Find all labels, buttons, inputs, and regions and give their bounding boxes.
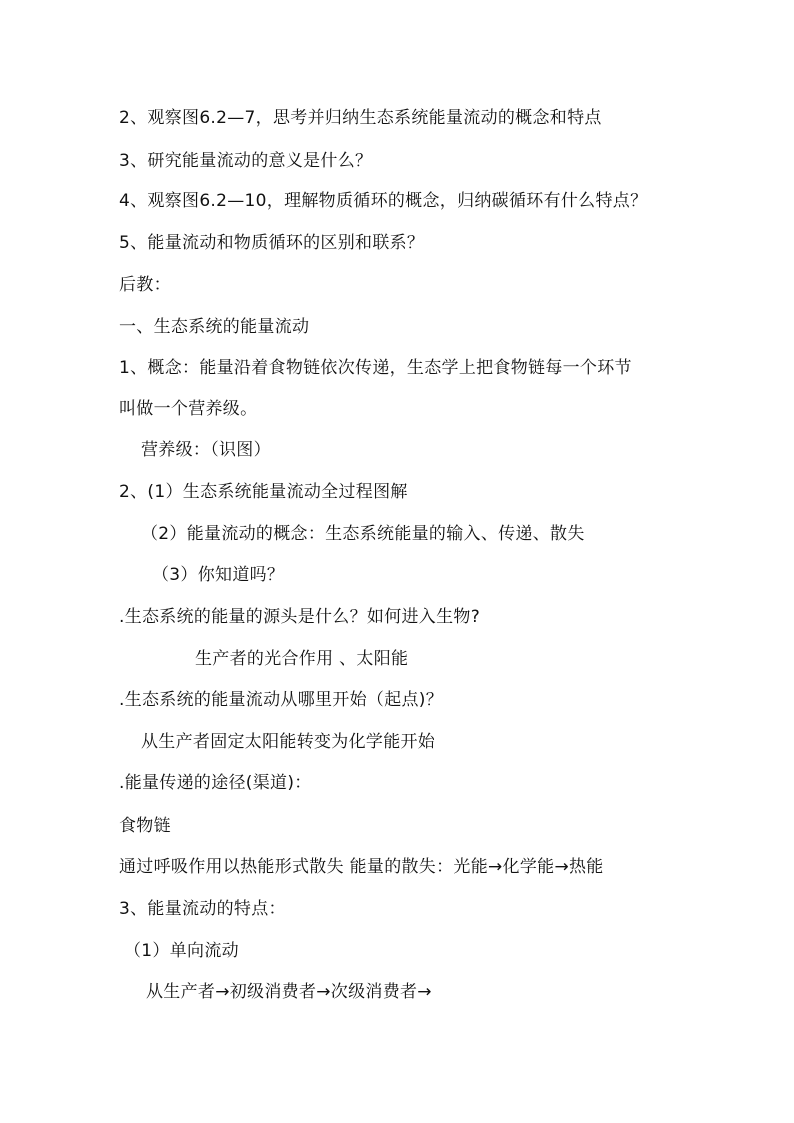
item-3-1: （1）单向流动 (124, 941, 239, 961)
item-2-3: （3）你知道吗？ (152, 565, 285, 585)
one-way-flow-chain: 从生产者→初级消费者→次级消费者→ (146, 982, 432, 1002)
question-2: 2、观察图6.2—7，思考并归纳生态系统能量流动的概念和特点 (119, 108, 602, 128)
item-2-2: （2）能量流动的概念：生态系统能量的输入、传递、散失 (141, 524, 585, 544)
concept-paragraph-line2: 叫做一个营养级。 (119, 399, 258, 419)
answer-energy-source: 生产者的光合作用 、太阳能 (195, 649, 409, 669)
item-3-heading: 3、能量流动的特点： (119, 899, 286, 919)
trophic-level-note: 营养级：（识图） (141, 440, 271, 460)
bullet-energy-source: .生态系统的能量的源头是什么？如何进入生物? (119, 607, 481, 627)
question-5: 5、能量流动和物质循环的区别和联系？ (119, 233, 425, 253)
energy-dissipation-line: 通过呼吸作用以热能形式散失 能量的散失：光能→化学能→热能 (119, 857, 604, 877)
question-4: 4、观察图6.2—10，理解物质循环的概念，归纳碳循环有什么特点？ (119, 191, 648, 211)
answer-energy-start: 从生产者固定太阳能转变为化学能开始 (141, 732, 436, 752)
answer-food-chain: 食物链 (119, 816, 171, 836)
heading-energy-flow: 一、生态系统的能量流动 (119, 317, 310, 337)
section-label-houjiao: 后教： (119, 275, 171, 295)
bullet-energy-path: .能量传递的途径(渠道)： (119, 773, 312, 793)
question-3: 3、研究能量流动的意义是什么？ (119, 151, 373, 171)
bullet-energy-start: .生态系统的能量流动从哪里开始（起点)？ (119, 690, 444, 710)
concept-paragraph-line1: 1、概念：能量沿着食物链依次传递，生态学上把食物链每一个环节 (119, 358, 632, 378)
item-2-1: 2、(1）生态系统能量流动全过程图解 (119, 482, 408, 502)
